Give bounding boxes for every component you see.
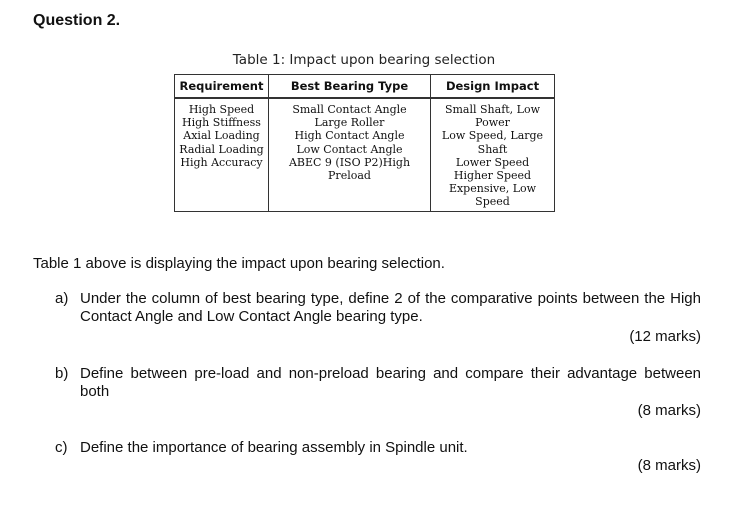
- question-text: Under the column of best bearing type, define 2 of the comparative points between the High Contact Angle and Low Contact Angle bearing type.: [80, 290, 701, 325]
- best-bearing-type-cell: [269, 98, 431, 212]
- cell-line: Speed: [475, 195, 510, 209]
- cell-line: Preload: [328, 169, 371, 183]
- header-requirement: Requirement: [175, 75, 269, 99]
- table-header-row: [175, 75, 555, 99]
- header-design-impact: Design Impact: [431, 75, 555, 99]
- question-c: [55, 439, 701, 457]
- question-heading: Question 2.: [33, 12, 121, 29]
- cell-line: High Stiffness: [182, 116, 261, 130]
- cell-line: Low Contact Angle: [296, 142, 403, 156]
- question-text: Define the importance of bearing assembly in Spindle unit.: [80, 439, 468, 456]
- cell-line: Expensive, Low: [448, 182, 537, 196]
- cell-line: Power: [475, 116, 510, 130]
- question-letter: a): [55, 290, 69, 307]
- cell-line: Small Contact Angle: [292, 103, 407, 116]
- cell-line: Large Roller: [314, 116, 385, 130]
- cell-line: Higher Speed: [453, 169, 532, 183]
- header-best-bearing-type: Best Bearing Type: [269, 75, 431, 99]
- cell-line: High Speed: [188, 103, 255, 116]
- cell-line: ABEC 9 (ISO P2)High: [288, 155, 411, 169]
- bearing-selection-table: [174, 74, 555, 212]
- design-impact-cell: [431, 98, 555, 212]
- question-a: [55, 290, 701, 326]
- marks-c: (8 marks): [637, 457, 701, 474]
- table-caption: Table 1: Impact upon bearing selection: [232, 52, 496, 68]
- question-text: Define between pre-load and non-preload bearing and compare their advantage between both: [80, 365, 701, 400]
- cell-line: Small Shaft, Low: [444, 103, 541, 116]
- marks-a: (12 marks): [629, 328, 701, 345]
- cell-line: High Contact Angle: [294, 129, 405, 143]
- cell-line: High Accuracy: [180, 155, 263, 169]
- cell-line: Lower Speed: [455, 155, 530, 169]
- marks-b: (8 marks): [637, 402, 701, 419]
- requirement-cell: [175, 98, 269, 212]
- question-letter: b): [55, 365, 69, 382]
- cell-line: Low Speed, Large: [441, 129, 544, 143]
- table-row: [175, 98, 555, 212]
- intro-paragraph: Table 1 above is displaying the impact upon bearing selection.: [33, 255, 445, 272]
- cell-line: Shaft: [477, 142, 508, 156]
- cell-line: Axial Loading: [183, 129, 260, 143]
- question-b: [55, 365, 701, 401]
- cell-line: Radial Loading: [179, 142, 264, 156]
- question-letter: c): [55, 439, 68, 456]
